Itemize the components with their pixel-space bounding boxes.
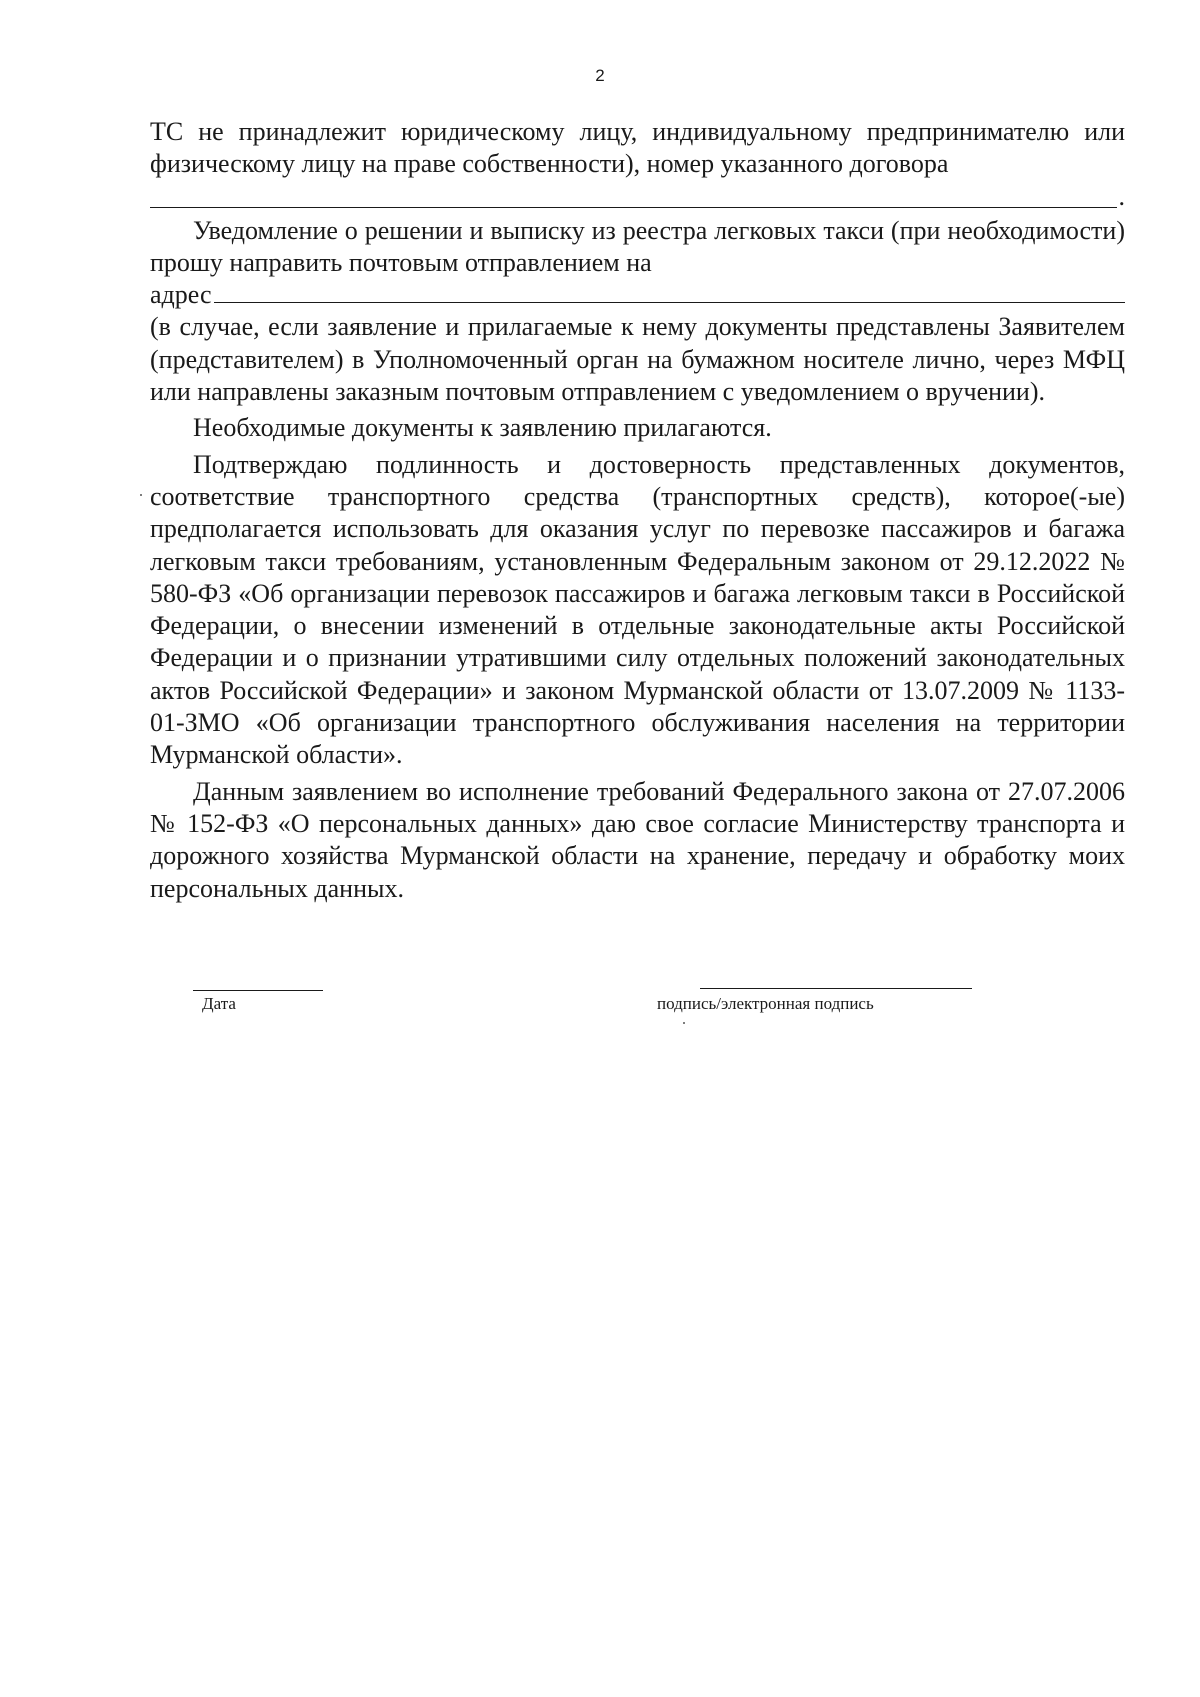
contract-paragraph: ТС не принадлежит юридическому лицу, индивидуальному предпринимателю или физическому лицу на праве собственности), номер указанного договора (150, 117, 1125, 179)
signature-line (700, 988, 972, 989)
scan-speck (683, 1022, 685, 1024)
contract-number-rule (150, 207, 1117, 208)
date-label: Дата (202, 994, 236, 1013)
address-rule (214, 280, 1126, 303)
document-body (150, 116, 1125, 905)
attachments-paragraph: Необходимые документы к заявлению прилагаются. (193, 413, 772, 443)
address-row (150, 279, 1125, 311)
page-number: 2 (595, 66, 605, 85)
delivery-clarification: (в случае, если заявление и прилагаемые к нему документы представлены Заявителем (представителем) в Уполномоченный орган на бумажном носителе лично, через МФЦ или направлены заказным почтовым отправлением с уведомлением о вручении). (150, 312, 1125, 407)
scan-speck (140, 494, 142, 496)
signature-label: подпись/электронная подпись (657, 994, 874, 1013)
contract-number-line (150, 181, 1125, 211)
address-label: адрес (150, 280, 212, 310)
signature-block (0, 976, 1200, 1016)
contract-number-period: . (1118, 181, 1125, 211)
consent-paragraph: Данным заявлением во исполнение требований Федерального закона от 27.07.2006 № 152-ФЗ «О персональных данных» даю свое согласие Министерству транспорта и дорожного хозяйства Мурманской области на хранение, передачу и обработку моих персональных данных. (150, 776, 1125, 903)
notification-paragraph: Уведомление о решении и выписку из реестра легковых такси (при необходимости) прошу направить почтовым отправлением на (150, 215, 1125, 277)
date-line (193, 990, 323, 991)
confirmation-paragraph: Подтверждаю подлинность и достоверность представленных документов, соответствие транспортного средства (транспортных средств), которое(-ые) предполагается использовать для оказания услуг по перевозке пассажиров и багажа легковым такси требованиям, установленным Федеральным законом от 29.12.2022 № 580-ФЗ «Об организации перевозок пассажиров и багажа легковым такси в Российской Федерации, о внесении изменений в отдельные законодательные акты Российской Федерации и о признании утратившими силу отдельных положений законодательных актов Российской Федерации» и законом Мурманской области от 13.07.2009 № 1133-01-ЗМО «Об организации транспортного обслуживания населения на территории Мурманской области». (150, 449, 1125, 770)
